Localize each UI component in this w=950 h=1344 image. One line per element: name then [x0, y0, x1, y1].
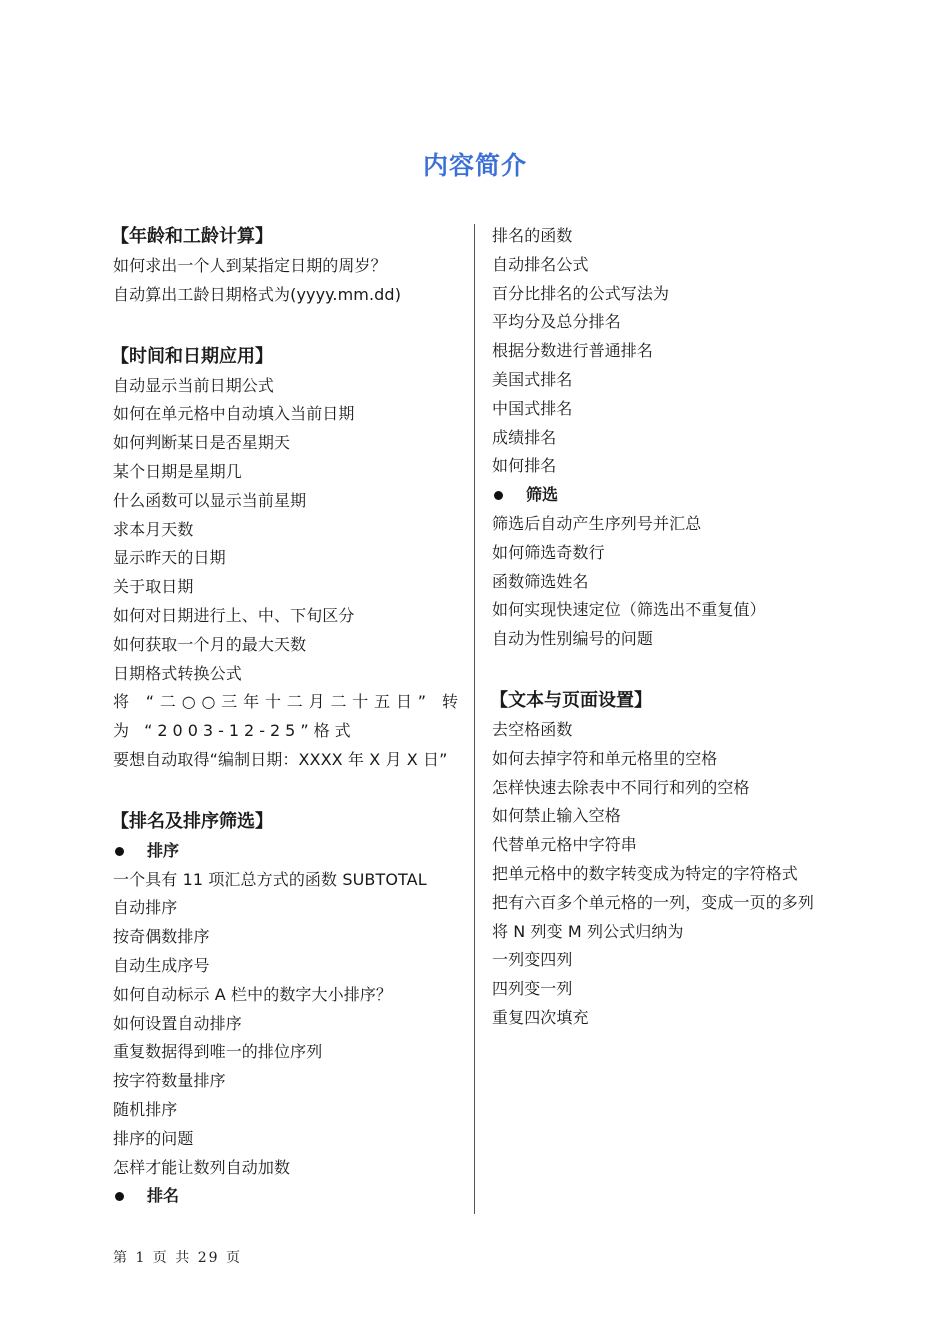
section-gap — [492, 654, 852, 686]
section-gap — [113, 310, 463, 342]
list-item: 怎样快速去除表中不同行和列的空格 — [492, 777, 750, 797]
list-item: 把有六百多个单元格的一列，变成一页的多列 — [492, 892, 815, 912]
section-heading-text: 【文本与页面设置】 — [490, 689, 652, 711]
list-item: 代替单元格中字符串 — [492, 835, 637, 855]
list-item: 关于取日期 — [113, 577, 194, 597]
list-item: 重复数据得到唯一的排位序列 — [113, 1042, 323, 1062]
list-item: 如何实现快速定位（筛选出不重复值） — [492, 600, 766, 620]
bullet-label: 筛选 — [526, 485, 559, 505]
list-item: 按字符数量排序 — [113, 1071, 226, 1091]
list-item: 中国式排名 — [492, 398, 573, 418]
list-item: 筛选后自动产生序列号并汇总 — [492, 513, 702, 533]
list-item: 排序的问题 — [113, 1128, 194, 1148]
list-item: 求本月天数 — [113, 519, 194, 539]
section-heading-date: 【时间和日期应用】 — [111, 345, 273, 367]
list-item: 如何筛选奇数行 — [492, 542, 605, 562]
list-item: 排名的函数 — [492, 226, 573, 245]
list-item: 平均分及总分排名 — [492, 312, 621, 332]
list-item: 四列变一列 — [492, 979, 573, 999]
bullet-dot-icon — [115, 1192, 124, 1201]
list-item: 如何禁止输入空格 — [492, 806, 621, 826]
bullet-sort — [113, 837, 463, 866]
list-item: 如何设置自动排序 — [113, 1013, 242, 1033]
list-item: 如何自动标示 A 栏中的数字大小排序？ — [113, 984, 393, 1004]
list-item: 什么函数可以显示当前星期 — [113, 490, 307, 510]
list-item: 要想自动取得“编制日期：XXXX 年 X 月 X 日” — [113, 749, 448, 769]
list-item: 如何去掉字符和单元格里的空格 — [492, 748, 718, 768]
list-item: 如何排名 — [492, 456, 557, 476]
left-column — [113, 222, 463, 1211]
list-item: 自动算出工龄日期格式为(yyyy.mm.dd) — [113, 284, 402, 304]
bullet-filter — [492, 481, 852, 510]
list-item: 如何判断某日是否星期天 — [113, 433, 291, 453]
list-item: 如何在单元格中自动填入当前日期 — [113, 404, 355, 424]
list-item: 如何对日期进行上、中、下旬区分 — [113, 605, 355, 625]
list-item: 去空格函数 — [492, 719, 573, 739]
list-item: 成绩排名 — [492, 427, 557, 447]
list-item: 怎样才能让数列自动加数 — [113, 1157, 291, 1177]
list-item: 自动生成序号 — [113, 955, 210, 975]
list-item: 随机排序 — [113, 1099, 178, 1119]
column-divider — [474, 224, 475, 1214]
section-heading-age: 【年龄和工龄计算】 — [111, 226, 273, 247]
list-item: 重复四次填充 — [492, 1007, 589, 1027]
list-item: 把单元格中的数字转变成为特定的字符格式 — [492, 863, 798, 883]
section-heading-rank: 【排名及排序筛选】 — [111, 810, 273, 832]
list-item: 根据分数进行普通排名 — [492, 341, 654, 361]
section-gap — [113, 775, 463, 807]
list-item: 自动排序 — [113, 898, 178, 918]
page-footer: 第 1 页 共 29 页 — [113, 1250, 242, 1266]
bullet-rank — [113, 1182, 463, 1211]
right-column — [492, 222, 852, 1033]
list-item: 自动显示当前日期公式 — [113, 375, 275, 395]
list-item: 日期格式转换公式 — [113, 663, 242, 683]
list-item: 一个具有 11 项汇总方式的函数 SUBTOTAL — [113, 869, 427, 889]
list-item: 显示昨天的日期 — [113, 548, 226, 568]
list-item: 百分比排名的公式写法为 — [492, 283, 670, 303]
list-item: 如何求出一个人到某指定日期的周岁？ — [113, 256, 387, 275]
bullet-label: 排序 — [147, 840, 180, 860]
list-item: 将 “二○○三年十二月二十五日” 转为 “2003-12-25”格式 — [113, 692, 463, 741]
list-item: 如何获取一个月的最大天数 — [113, 634, 307, 654]
list-item: 将 N 列变 M 列公式归纳为 — [492, 921, 684, 941]
list-item: 自动为性别编号的问题 — [492, 629, 654, 649]
page-title: 内容简介 — [422, 151, 527, 180]
list-item: 按奇偶数排序 — [113, 927, 210, 947]
list-item: 一列变四列 — [492, 950, 573, 970]
list-item: 美国式排名 — [492, 369, 573, 389]
list-item: 某个日期是星期几 — [113, 461, 242, 481]
bullet-dot-icon — [494, 491, 503, 500]
list-item: 自动排名公式 — [492, 254, 589, 274]
bullet-dot-icon — [115, 847, 124, 856]
list-item: 函数筛选姓名 — [492, 571, 589, 591]
bullet-label: 排名 — [147, 1186, 180, 1206]
